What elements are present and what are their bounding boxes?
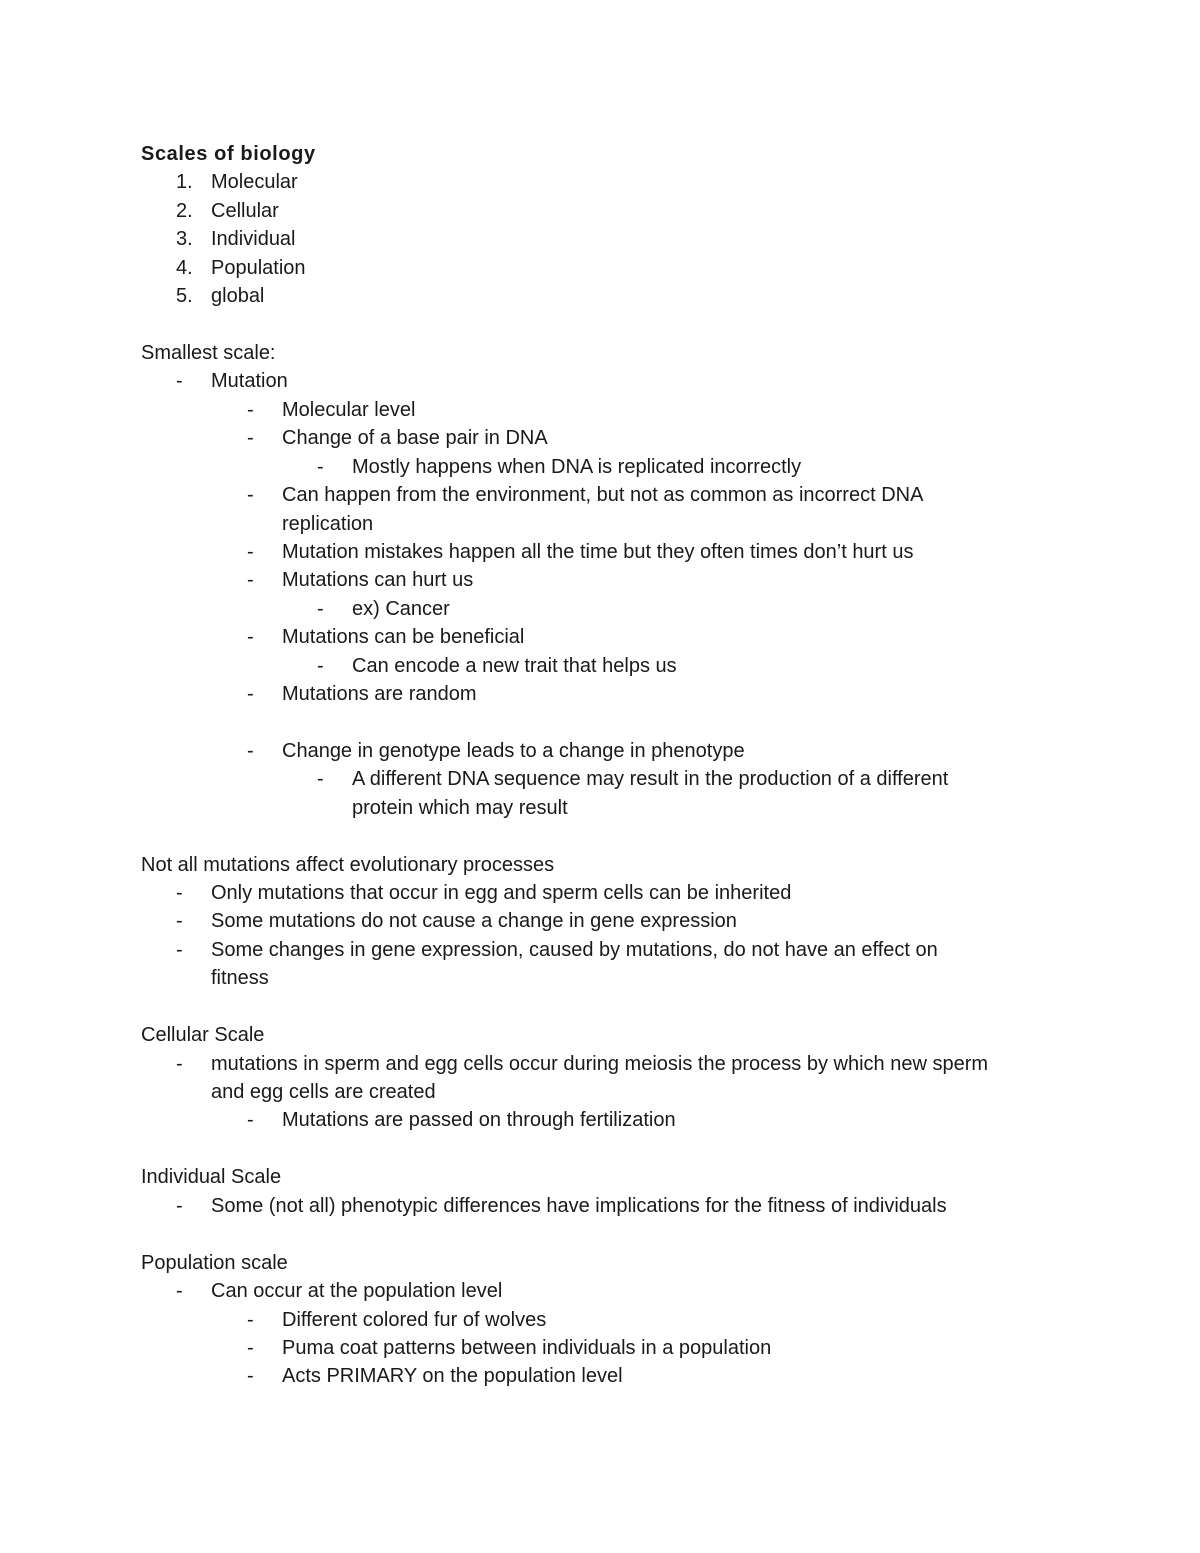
- bullet-mistakes: Mutation mistakes happen all the time but they often times don’t hurt us: [282, 541, 914, 563]
- bullet-different-dna-continued: protein which may result: [352, 797, 568, 819]
- bullet-random: Mutations are random: [282, 683, 477, 705]
- bullet-dash: -: [317, 655, 324, 677]
- bullet-dash: -: [176, 1053, 183, 1075]
- bullet-dash: -: [317, 768, 324, 790]
- bullet-dash: -: [247, 569, 254, 591]
- bullet-environment-continued: replication: [282, 513, 374, 535]
- bullet-dash: -: [247, 1109, 254, 1131]
- bullet-dash: -: [247, 1365, 254, 1387]
- section-heading-not-all: Not all mutations affect evolutionary processes: [141, 854, 555, 876]
- section-heading-population: Population scale: [141, 1252, 288, 1274]
- bullet-meiosis-continued: and egg cells are created: [211, 1081, 436, 1103]
- bullet-dash: -: [247, 1309, 254, 1331]
- bullet-genotype: Change in genotype leads to a change in phenotype: [282, 740, 745, 762]
- bullet-mutation: Mutation: [211, 370, 288, 392]
- bullet-dash: -: [176, 370, 183, 392]
- section-title-scales: Scales of biology: [141, 143, 316, 165]
- bullet-wolves: Different colored fur of wolves: [282, 1309, 547, 1331]
- bullet-dash: -: [247, 683, 254, 705]
- list-item-cellular: Cellular: [211, 200, 279, 222]
- bullet-dash: -: [247, 541, 254, 563]
- bullet-dash: -: [247, 1337, 254, 1359]
- bullet-new-trait: Can encode a new trait that helps us: [352, 655, 677, 677]
- section-heading-cellular: Cellular Scale: [141, 1024, 265, 1046]
- bullet-dash: -: [317, 598, 324, 620]
- bullet-fertilization: Mutations are passed on through fertilization: [282, 1109, 676, 1131]
- bullet-molecular-level: Molecular level: [282, 399, 416, 421]
- bullet-dash: -: [317, 456, 324, 478]
- bullet-acts-primary: Acts PRIMARY on the population level: [282, 1365, 623, 1387]
- list-number: 4.: [176, 257, 193, 279]
- bullet-dash: -: [176, 882, 183, 904]
- bullet-environment: Can happen from the environment, but not as common as incorrect DNA: [282, 484, 924, 506]
- bullet-dash: -: [247, 484, 254, 506]
- list-item-population: Population: [211, 257, 306, 279]
- bullet-different-dna: A different DNA sequence may result in the production of a different: [352, 768, 949, 790]
- list-item-global: global: [211, 285, 265, 307]
- bullet-dash: -: [176, 939, 183, 961]
- bullet-mostly-happens: Mostly happens when DNA is replicated incorrectly: [352, 456, 802, 478]
- bullet-beneficial: Mutations can be beneficial: [282, 626, 525, 648]
- section-heading-smallest: Smallest scale:: [141, 342, 276, 364]
- list-number: 5.: [176, 285, 193, 307]
- bullet-dash: -: [176, 1280, 183, 1302]
- bullet-can-hurt: Mutations can hurt us: [282, 569, 474, 591]
- bullet-population-level: Can occur at the population level: [211, 1280, 503, 1302]
- bullet-cancer: ex) Cancer: [352, 598, 450, 620]
- list-number: 2.: [176, 200, 193, 222]
- bullet-dash: -: [247, 626, 254, 648]
- list-number: 1.: [176, 171, 193, 193]
- bullet-meiosis: mutations in sperm and egg cells occur during meiosis the process by which new sperm: [211, 1053, 989, 1075]
- bullet-dash: -: [247, 740, 254, 762]
- bullet-egg-sperm: Only mutations that occur in egg and sperm cells can be inherited: [211, 882, 792, 904]
- list-item-molecular: Molecular: [211, 171, 298, 193]
- bullet-change-base-pair: Change of a base pair in DNA: [282, 427, 548, 449]
- section-heading-individual: Individual Scale: [141, 1166, 282, 1188]
- bullet-fitness-effect-continued: fitness: [211, 967, 269, 989]
- bullet-fitness-effect: Some changes in gene expression, caused by mutations, do not have an effect on: [211, 939, 938, 961]
- list-number: 3.: [176, 228, 193, 250]
- list-item-individual: Individual: [211, 228, 296, 250]
- bullet-phenotypic-differences: Some (not all) phenotypic differences have implications for the fitness of individuals: [211, 1195, 947, 1217]
- bullet-dash: -: [247, 399, 254, 421]
- bullet-puma: Puma coat patterns between individuals in a population: [282, 1337, 772, 1359]
- bullet-dash: -: [176, 1195, 183, 1217]
- bullet-dash: -: [176, 910, 183, 932]
- bullet-dash: -: [247, 427, 254, 449]
- bullet-gene-expression: Some mutations do not cause a change in gene expression: [211, 910, 737, 932]
